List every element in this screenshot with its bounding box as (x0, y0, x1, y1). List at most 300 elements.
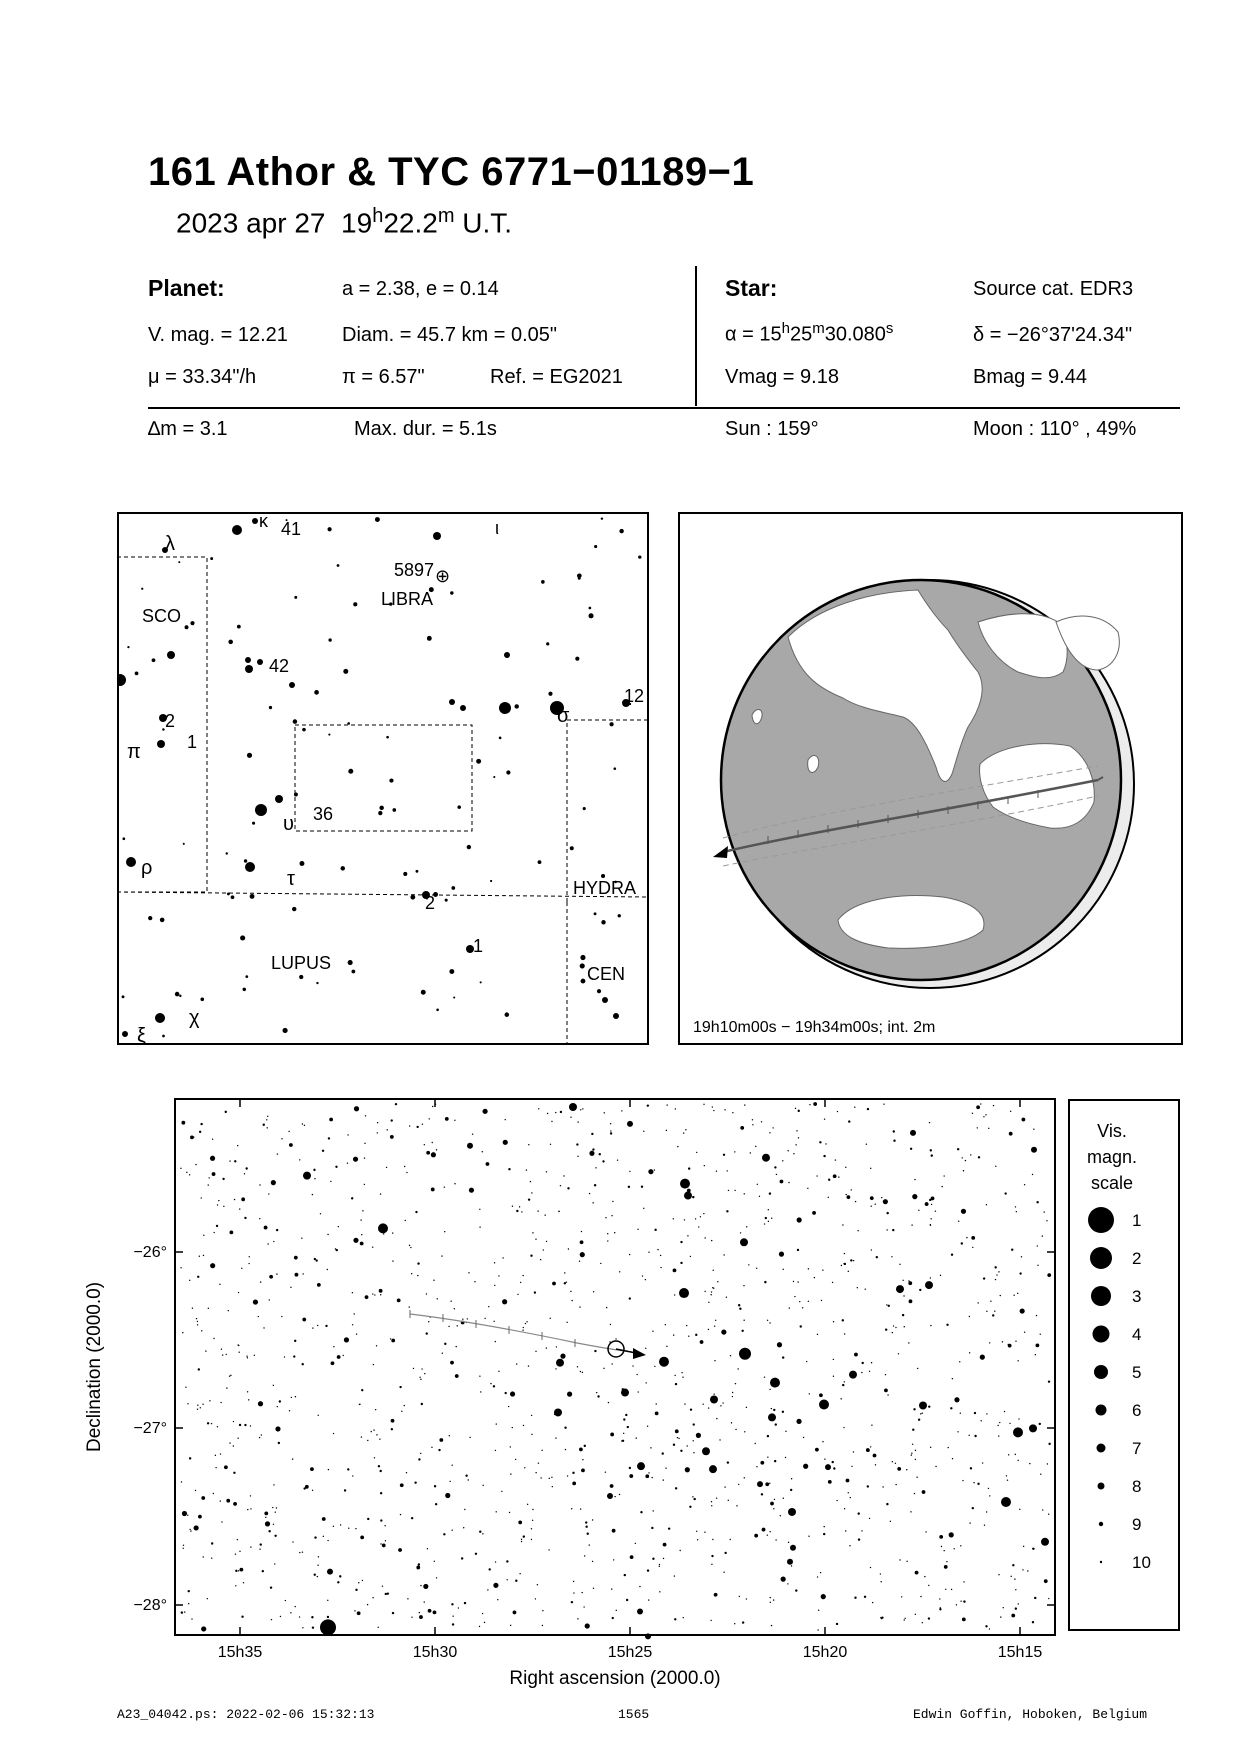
map-star (659, 1566, 660, 1567)
map-star (808, 1301, 809, 1302)
map-star (795, 1144, 796, 1145)
y-tick-label: −28° (133, 1597, 167, 1614)
map-star (226, 1387, 227, 1388)
star-label: 41 (281, 519, 302, 539)
finder-star (353, 602, 357, 606)
map-star (479, 1531, 481, 1533)
bright-star (787, 1559, 793, 1565)
bright-star (740, 1238, 748, 1246)
map-star (954, 1397, 959, 1402)
map-star (793, 1281, 794, 1282)
map-star (708, 1407, 709, 1408)
map-star (870, 1168, 871, 1169)
map-star (200, 1197, 201, 1198)
map-star (185, 1387, 186, 1388)
map-star (302, 1551, 303, 1552)
map-star (833, 1359, 834, 1360)
map-star (592, 1148, 594, 1150)
map-star (654, 1229, 656, 1231)
map-star (404, 1166, 405, 1167)
map-star (673, 1218, 674, 1219)
map-star (1039, 1423, 1041, 1425)
map-star (774, 1166, 776, 1168)
map-star (580, 1371, 581, 1372)
map-star (364, 1157, 365, 1158)
bright-star (680, 1179, 690, 1189)
map-star (581, 1592, 582, 1593)
map-star (264, 1511, 268, 1515)
map-star (289, 1410, 290, 1411)
map-star (908, 1280, 909, 1281)
map-star (910, 1148, 912, 1150)
map-star (917, 1368, 918, 1369)
map-star (1032, 1621, 1034, 1623)
map-star (522, 1329, 523, 1330)
map-star (980, 1355, 985, 1360)
map-star (385, 1593, 387, 1595)
map-star (739, 1596, 740, 1597)
map-star (570, 1117, 571, 1118)
legend-magnitude-dot (1090, 1247, 1112, 1269)
map-star (655, 1411, 659, 1415)
map-star (976, 1105, 980, 1109)
map-star (895, 1484, 896, 1485)
map-star (1004, 1411, 1005, 1412)
map-star (410, 1247, 411, 1248)
map-star (360, 1535, 364, 1539)
map-star (273, 1484, 274, 1485)
map-star (229, 1160, 230, 1161)
finder-star (283, 1028, 288, 1033)
map-star (1042, 1235, 1043, 1236)
map-star (782, 1160, 783, 1161)
map-star (882, 1486, 883, 1487)
map-star (395, 1103, 397, 1105)
map-star (577, 1121, 578, 1122)
map-star (312, 1490, 313, 1491)
finder-star (328, 638, 331, 641)
map-star (912, 1429, 914, 1431)
star-ra-seconds: 30.080 (824, 323, 886, 346)
map-star (772, 1127, 773, 1128)
map-star (761, 1493, 763, 1495)
map-star (704, 1165, 705, 1166)
map-star (542, 1625, 543, 1626)
map-star (580, 1252, 585, 1257)
map-star (643, 1208, 644, 1209)
map-star (238, 1345, 239, 1346)
map-star (371, 1431, 372, 1432)
map-star (409, 1306, 410, 1307)
greek-label: ι (495, 518, 499, 538)
map-star (265, 1517, 266, 1518)
map-star (479, 1375, 480, 1376)
map-star (304, 1125, 305, 1126)
legend-magnitude-label: 4 (1132, 1325, 1142, 1344)
map-star (969, 1352, 970, 1353)
map-star (780, 1515, 781, 1516)
map-star (872, 1602, 873, 1603)
map-star (944, 1565, 948, 1569)
map-star (754, 1443, 755, 1444)
map-star (750, 1152, 751, 1153)
map-star (344, 1337, 349, 1342)
map-star (652, 1331, 653, 1332)
finder-star (427, 636, 432, 641)
map-star (502, 1257, 503, 1258)
map-star (1033, 1129, 1034, 1130)
map-star (791, 1478, 792, 1479)
map-star (223, 1206, 224, 1207)
map-star (941, 1186, 942, 1187)
map-star (192, 1307, 193, 1308)
map-star (503, 1140, 508, 1145)
map-star (555, 1437, 556, 1438)
map-star (1003, 1607, 1004, 1608)
map-star (985, 1114, 986, 1115)
map-star (445, 1117, 449, 1121)
finder-star (160, 918, 165, 923)
map-star (238, 1352, 239, 1353)
map-star (354, 1610, 355, 1611)
map-star (833, 1376, 834, 1377)
map-star (723, 1572, 724, 1573)
finder-star (237, 625, 241, 629)
map-star (849, 1545, 850, 1546)
map-star (234, 1199, 235, 1200)
map-star (973, 1482, 974, 1483)
map-star (302, 1318, 306, 1322)
map-star (773, 1599, 774, 1600)
map-star (682, 1377, 683, 1378)
legend-magnitude-label: 5 (1132, 1363, 1142, 1382)
map-star (605, 1217, 606, 1218)
map-star (592, 1561, 593, 1562)
map-star (602, 1160, 604, 1162)
map-star (696, 1152, 697, 1153)
map-star (1015, 1589, 1016, 1590)
map-star (495, 1561, 496, 1562)
map-star (611, 1363, 612, 1364)
map-star (462, 1318, 463, 1319)
finder-star (386, 736, 389, 739)
map-star (1048, 1443, 1050, 1445)
map-star (822, 1269, 823, 1270)
map-star (711, 1501, 712, 1502)
map-star (597, 1395, 599, 1397)
event-datetime: 2023 apr 27 19$^h$22.2$^m$ U.T. (176, 205, 513, 239)
map-star (589, 1193, 590, 1194)
bright-star (684, 1192, 692, 1200)
map-star (434, 1561, 435, 1562)
map-star (848, 1271, 849, 1272)
map-star (593, 1588, 594, 1589)
map-star (610, 1324, 611, 1325)
map-star (1000, 1295, 1001, 1296)
map-star (523, 1327, 524, 1328)
map-star (442, 1353, 443, 1354)
map-star (731, 1422, 732, 1423)
bright-star (919, 1401, 927, 1409)
map-star (566, 1322, 567, 1323)
map-star (580, 1240, 584, 1244)
legend-magnitude-dot (1088, 1207, 1114, 1233)
map-star (379, 1289, 383, 1293)
finder-star (255, 804, 267, 816)
map-star (493, 1583, 498, 1588)
map-star (680, 1450, 682, 1452)
map-star (732, 1392, 733, 1393)
map-star (323, 1536, 324, 1537)
event-date: 2023 apr 27 (176, 207, 326, 239)
map-star (487, 1589, 488, 1590)
finder-star (597, 989, 601, 993)
map-star (464, 1509, 465, 1510)
map-star (216, 1225, 218, 1227)
map-star (377, 1132, 378, 1133)
map-star (375, 1409, 376, 1410)
bright-star (1029, 1424, 1037, 1432)
bright-star (607, 1493, 613, 1499)
map-star (417, 1568, 418, 1569)
map-star (645, 1382, 646, 1383)
finder-star (299, 861, 304, 866)
map-star (767, 1320, 768, 1321)
map-star (329, 1118, 333, 1122)
star-ra: $\alpha = 15^h25^m30.080^s$ (725, 320, 894, 346)
map-star (361, 1436, 362, 1437)
map-star (585, 1521, 587, 1523)
map-star (267, 1116, 268, 1117)
map-star (841, 1265, 842, 1266)
map-star (314, 1536, 316, 1538)
map-star (551, 1477, 552, 1478)
map-star (211, 1557, 212, 1558)
map-star (420, 1453, 421, 1454)
map-star (229, 1376, 230, 1377)
map-star (928, 1585, 929, 1586)
legend-magnitude-dot (1097, 1444, 1106, 1453)
map-star (807, 1188, 808, 1189)
map-star (317, 1576, 318, 1577)
finder-star (601, 517, 603, 519)
map-star (435, 1503, 437, 1505)
map-star (328, 1137, 330, 1139)
map-star (565, 1449, 566, 1450)
finder-star (403, 872, 407, 876)
map-star (292, 1541, 293, 1542)
map-star (875, 1204, 876, 1205)
map-star (444, 1343, 446, 1345)
map-star (693, 1423, 695, 1425)
map-star (613, 1559, 614, 1560)
map-star (337, 1581, 339, 1583)
map-star (775, 1539, 776, 1540)
map-star (641, 1186, 643, 1188)
event-timescale: U.T. (462, 207, 513, 239)
finder-star (227, 892, 230, 895)
map-star (310, 1467, 314, 1471)
map-star (235, 1570, 237, 1572)
map-star (250, 1546, 251, 1547)
legend-magnitude-dot (1096, 1405, 1107, 1416)
finder-star (294, 792, 298, 796)
map-star (180, 1168, 181, 1169)
map-star (853, 1260, 854, 1261)
map-star (632, 1365, 633, 1366)
map-star (448, 1326, 449, 1327)
map-star (636, 1437, 637, 1438)
map-star (364, 1143, 365, 1144)
map-star (261, 1434, 262, 1435)
map-star (445, 1493, 450, 1498)
map-star (884, 1388, 888, 1392)
map-star (960, 1545, 961, 1546)
map-star (546, 1241, 547, 1242)
map-star (226, 1499, 230, 1503)
map-star (289, 1143, 293, 1147)
max-duration: Max. dur. = 5.1s (354, 418, 497, 440)
map-star (895, 1463, 896, 1464)
map-star (579, 1261, 580, 1262)
map-star (924, 1576, 925, 1577)
map-star (374, 1457, 375, 1458)
map-star (253, 1299, 258, 1304)
map-star (713, 1110, 714, 1111)
map-star (785, 1457, 786, 1458)
map-star (431, 1447, 432, 1448)
map-star (735, 1383, 736, 1384)
map-star (572, 1481, 576, 1485)
map-star (400, 1483, 404, 1487)
map-star (738, 1304, 740, 1306)
map-star (195, 1164, 196, 1165)
map-star (407, 1598, 408, 1599)
map-star (959, 1361, 960, 1362)
map-star (566, 1282, 567, 1283)
map-star (581, 1231, 582, 1232)
map-star (798, 1110, 800, 1112)
map-star (339, 1575, 341, 1577)
map-star (951, 1254, 953, 1256)
map-star (720, 1405, 721, 1406)
finder-star (476, 759, 481, 764)
map-star (794, 1296, 795, 1297)
map-star (777, 1342, 782, 1347)
map-star (906, 1469, 907, 1470)
map-star (365, 1295, 369, 1299)
map-star (264, 1226, 268, 1230)
map-star (501, 1491, 502, 1492)
map-star (989, 1495, 990, 1496)
legend-magnitude-label: 7 (1132, 1439, 1142, 1458)
map-star (577, 1366, 578, 1367)
bright-star (849, 1371, 857, 1379)
greek-label: τ (287, 868, 295, 890)
map-star (585, 1526, 587, 1528)
map-star (619, 1494, 620, 1495)
bright-star (702, 1447, 710, 1455)
map-star (624, 1574, 626, 1576)
map-star (739, 1308, 741, 1310)
map-star (418, 1563, 420, 1565)
map-star (846, 1479, 850, 1483)
map-star (343, 1355, 344, 1356)
map-star (1036, 1315, 1037, 1316)
map-star (577, 1156, 578, 1157)
legend-magnitude-label: 10 (1132, 1553, 1151, 1572)
map-star (467, 1318, 468, 1319)
map-star (1008, 1454, 1009, 1455)
map-star (528, 1365, 529, 1366)
map-star (197, 1409, 198, 1410)
map-star (1018, 1603, 1019, 1604)
map-star (493, 1385, 495, 1387)
finder-star (490, 880, 492, 882)
map-star (871, 1206, 872, 1207)
map-star (915, 1459, 916, 1460)
map-star (305, 1485, 309, 1489)
map-star (842, 1384, 844, 1386)
map-star (482, 1613, 483, 1614)
bright-star (896, 1285, 904, 1293)
map-star (190, 1135, 194, 1139)
map-star (1035, 1354, 1036, 1355)
finder-star (541, 580, 545, 584)
map-star (941, 1546, 942, 1547)
map-star (935, 1466, 936, 1467)
bright-star (327, 1569, 333, 1575)
bright-star (910, 1130, 916, 1136)
map-star (379, 1438, 380, 1439)
map-star (1036, 1201, 1038, 1203)
finder-star (594, 545, 597, 548)
map-star (930, 1447, 931, 1448)
map-star (822, 1441, 823, 1442)
map-star (272, 1507, 273, 1508)
map-star (986, 1511, 987, 1512)
map-star (674, 1294, 675, 1295)
map-star (808, 1268, 809, 1269)
map-star (692, 1196, 694, 1198)
map-star (274, 1535, 276, 1537)
map-star (803, 1437, 804, 1438)
star-label: 1 (187, 732, 198, 752)
map-star (654, 1366, 655, 1367)
map-star (344, 1489, 346, 1491)
finder-star (389, 778, 393, 782)
map-star (858, 1538, 860, 1540)
map-star (238, 1570, 239, 1571)
planet-heading: Planet: (148, 275, 225, 301)
map-star (977, 1302, 978, 1303)
map-star (621, 1440, 622, 1441)
map-star (977, 1483, 979, 1485)
map-star (844, 1263, 846, 1265)
map-star (1011, 1614, 1015, 1618)
map-star (726, 1210, 728, 1212)
map-star (181, 1481, 182, 1482)
map-star (1011, 1249, 1013, 1251)
map-star (616, 1610, 617, 1611)
map-star (508, 1406, 509, 1407)
map-star (484, 1318, 485, 1319)
map-star (535, 1472, 536, 1473)
legend-magnitude-label: 8 (1132, 1477, 1142, 1496)
map-star (1021, 1118, 1025, 1122)
map-star (384, 1525, 385, 1526)
map-star (824, 1458, 825, 1459)
